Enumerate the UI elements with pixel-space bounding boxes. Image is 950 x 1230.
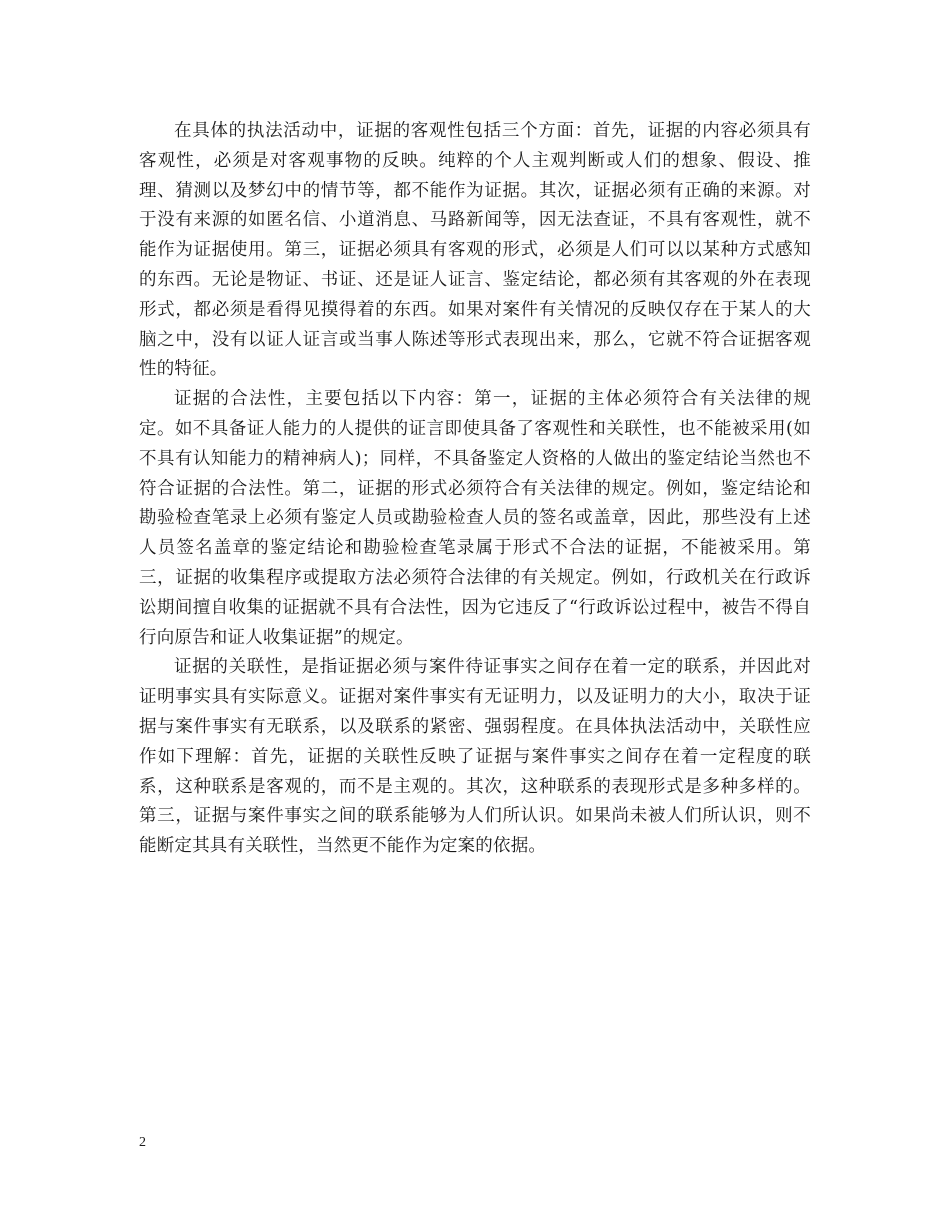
- document-body: [139, 117, 811, 862]
- paragraph-legality: 证据的合法性，主要包括以下内容：第一，证据的主体必须符合有关法律的规定。如不具备证人能力的人提供的证言即使具备了客观性和关联性，也不能被采用(如不具有认知能力的精神病人)；同样，不具备鉴定人资格的人做出的鉴定结论当然也不符合证据的合法性。第二，证据的形式必须符合有关法律的规定。例如，鉴定结论和勘验检查笔录上必须有鉴定人员或勘验检查人员的签名或盖章，因此，那些没有上述人员签名盖章的鉴定结论和勘验检查笔录属于形式不合法的证据，不能被采用。第三，证据的收集程序或提取方法必须符合法律的有关规定。例如，行政机关在行政诉讼期间擅自收集的证据就不具有合法性，因为它违反了“行政诉讼过程中，被告不得自行向原告和证人收集证据”的规定。: [139, 389, 811, 648]
- paragraph-relevance: 证据的关联性，是指证据必须与案件待证事实之间存在着一定的联系，并因此对证明事实具有实际意义。证据对案件事实有无证明力，以及证明力的大小，取决于证据与案件事实有无联系，以及联系的紧密、强弱程度。在具体执法活动中，关联性应作如下理解：首先，证据的关联性反映了证据与案件事实之间存在着一定程度的联系，这种联系是客观的，而不是主观的。其次，这种联系的表现形式是多种多样的。第三，证据与案件事实之间的联系能够为人们所认识。如果尚未被人们所认识，则不能断定其具有关联性，当然更不能作为定案的依据。: [139, 657, 811, 857]
- paragraph-objectivity: 在具体的执法活动中，证据的客观性包括三个方面：首先，证据的内容必须具有客观性，必须是对客观事物的反映。纯粹的个人主观判断或人们的想象、假设、推理、猜测以及梦幻中的情节等，都不能作为证据。其次，证据必须有正确的来源。对于没有来源的如匿名信、小道消息、马路新闻等，因无法查证，不具有客观性，就不能作为证据使用。第三，证据必须具有客观的形式，必须是人们可以以某种方式感知的东西。无论是物证、书证、还是证人证言、鉴定结论，都必须有其客观的外在表现形式，都必须是看得见摸得着的东西。如果对案件有关情况的反映仅存在于某人的大脑之中，没有以证人证言或当事人陈述等形式表现出来，那么，它就不符合证据客观性的特征。: [139, 121, 811, 380]
- page-number: 2: [139, 1135, 146, 1150]
